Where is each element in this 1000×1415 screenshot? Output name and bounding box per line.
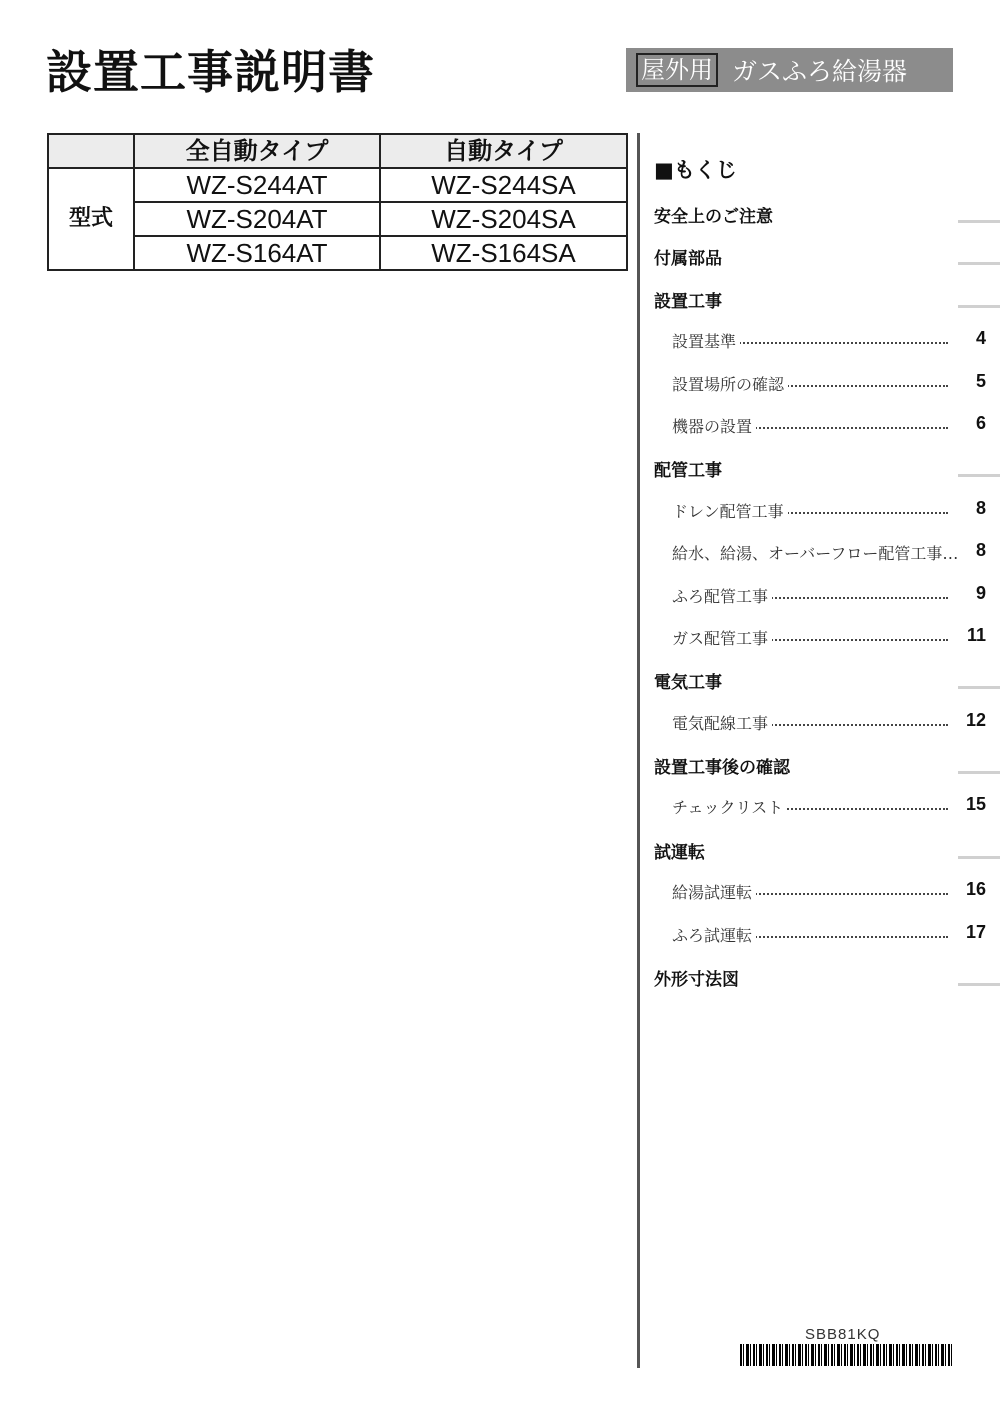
outdoor-use-tag: 屋外用 [636,53,718,87]
toc-list [654,194,1000,999]
toc-label: 安全上のご注意 [654,207,773,227]
toc-page-number: 8 [975,540,986,561]
toc-label: 設置工事後の確認 [654,758,790,779]
table-row [48,202,627,236]
toc-section[interactable] [654,279,1000,321]
toc-entry[interactable] [654,321,1000,363]
section-tab-marker [958,771,1000,774]
toc-label: 設置場所の確認 [672,372,788,395]
model-cell: WZ-S244AT [134,168,380,202]
table-row [48,236,627,270]
document-code: SBB81KQ [805,1326,881,1343]
header-auto: 自動タイプ [380,134,627,168]
toc-entry[interactable] [654,703,1000,745]
model-table-header [48,134,627,168]
toc-page-number: 16 [965,879,986,900]
header-full-auto: 全自動タイプ [134,134,380,168]
toc-label: 給湯試運転 [672,880,756,903]
toc-entry[interactable] [654,618,1000,660]
section-tab-marker [958,983,1000,986]
toc-label: 設置工事 [654,291,722,312]
toc-label: 電気工事 [654,673,722,694]
toc-label: ガス配管工事 [672,626,772,649]
toc-section[interactable] [654,830,1000,872]
toc-page-number: 5 [975,370,986,391]
model-table [47,133,628,271]
toc-section[interactable] [654,957,1000,999]
toc-label: 試運転 [654,842,705,863]
toc-page-number: 8 [975,497,986,518]
toc-label: ふろ試運転 [672,923,756,946]
toc-entry[interactable] [654,533,1000,575]
toc-page-number: 6 [975,412,986,433]
toc-page-number: 9 [975,582,986,603]
toc-entry[interactable] [654,491,1000,533]
model-cell: WZ-S204AT [134,202,380,236]
document-title: 設置工事説明書 [46,45,375,99]
toc-section[interactable] [654,660,1000,702]
toc-entry[interactable] [654,872,1000,914]
toc-page-number: 12 [965,709,986,730]
table-corner [48,134,134,168]
toc-label: 機器の設置 [672,414,756,437]
vertical-divider [637,133,640,1368]
toc-section[interactable] [654,745,1000,787]
toc-label: 付属部品 [654,249,722,270]
toc-entry[interactable] [654,787,1000,829]
toc-label: 電気配線工事 [672,711,772,734]
toc-heading: ■もくじ [654,158,737,182]
toc-entry[interactable] [654,364,1000,406]
table-of-contents [654,150,1000,999]
model-cell: WZ-S204SA [380,202,627,236]
model-cell: WZ-S164SA [380,236,627,270]
section-tab-marker [958,262,1000,265]
toc-entry[interactable] [654,915,1000,957]
model-row-label: 型式 [48,168,134,270]
section-tab-marker [958,305,1000,308]
toc-label: チェックリスト [672,795,787,818]
model-cell: WZ-S244SA [380,168,627,202]
toc-page-number: 11 [966,624,986,645]
toc-section[interactable] [654,448,1000,490]
toc-label: 配管工事 [654,461,722,482]
toc-label: 設置基準 [672,329,740,352]
toc-page-number: 17 [965,921,986,942]
toc-page-number: 4 [975,328,986,349]
toc-label: 外形寸法図 [654,970,739,991]
barcode-icon [740,1344,952,1366]
table-row [48,168,627,202]
toc-entry[interactable] [654,576,1000,618]
toc-label: ふろ配管工事 [672,584,772,607]
model-cell: WZ-S164AT [134,236,380,270]
toc-label: 給水、給湯、オーバーフロー配管工事… [672,541,962,564]
toc-label: ドレン配管工事 [672,499,788,522]
toc-section[interactable] [654,236,1000,278]
section-tab-marker [958,474,1000,477]
product-banner [626,48,953,92]
toc-page-number: 15 [965,794,986,815]
toc-entry[interactable] [654,406,1000,448]
product-type: ガスふろ給湯器 [732,57,908,86]
section-tab-marker [958,856,1000,859]
section-tab-marker [958,686,1000,689]
section-tab-marker [958,220,1000,223]
toc-section[interactable] [654,194,1000,236]
